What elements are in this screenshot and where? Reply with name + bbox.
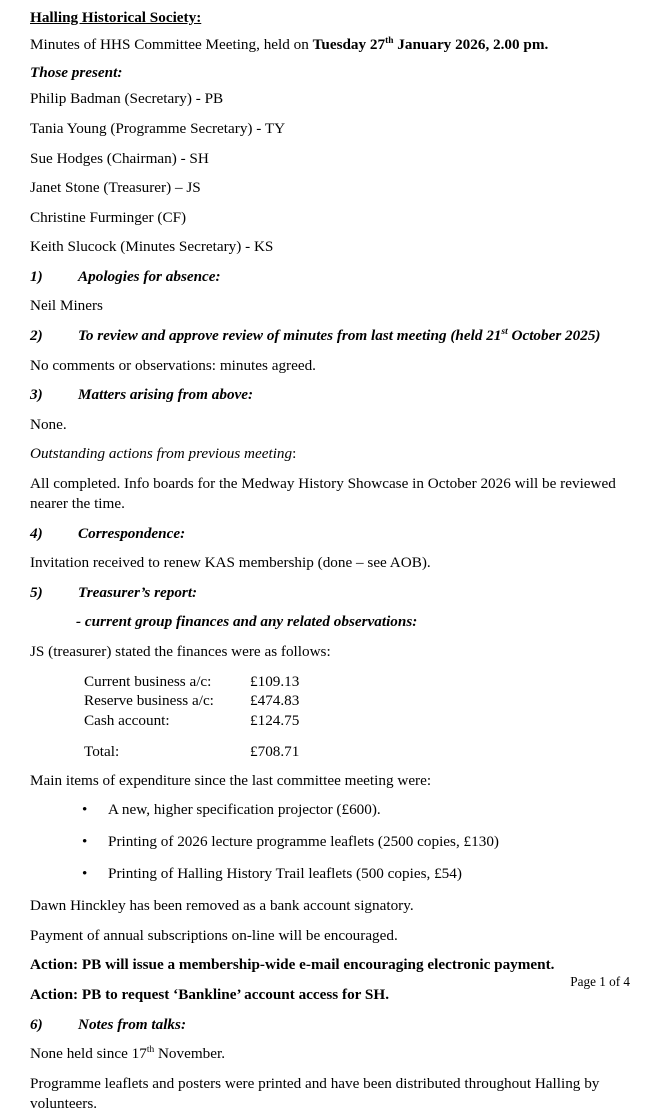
table-row	[30, 691, 370, 711]
finance-value-reserve-business: £474.83	[250, 692, 300, 710]
section-5-subheading: - current group finances and any related observations:	[76, 613, 418, 631]
section-3-heading	[30, 385, 630, 405]
expenditure-item-lecture-leaflets: Printing of 2026 lecture programme leaflets (2500 copies, £130)	[108, 833, 499, 851]
section-2-title-part2: October 2025)	[507, 326, 601, 344]
table-row	[30, 711, 370, 731]
finances-intro: JS (treasurer) stated the finances were as follows:	[30, 642, 331, 660]
section-2-title-part1: To review and approve review of minutes from last meeting (held 21	[78, 326, 502, 344]
attendee-tania-young: Tania Young (Programme Secretary) - TY	[30, 120, 286, 138]
outstanding-actions-label-colon: :	[292, 445, 297, 463]
page-footer: Page 1 of 4	[570, 974, 630, 989]
outstanding-actions-label	[30, 444, 630, 464]
section-6-body	[30, 1044, 630, 1064]
finance-label-total: Total:	[84, 742, 120, 760]
section-2-body: No comments or observations: minutes agreed.	[30, 356, 316, 374]
section-4-number: 4)	[30, 524, 43, 542]
finance-label-current-business: Current business a/c:	[84, 672, 212, 690]
section-2-ordinal-suffix: st	[501, 326, 508, 337]
section-3-number: 3)	[30, 386, 43, 404]
document-title: Halling Historical Society:	[30, 9, 202, 26]
meeting-date-bold	[313, 36, 549, 53]
finance-value-cash-account: £124.75	[250, 712, 300, 730]
document-body	[30, 10, 630, 1114]
section-4-title: Correspondence:	[78, 524, 186, 542]
meeting-date-ordinal-suffix: th	[385, 36, 394, 47]
bullet-icon: •	[82, 833, 88, 851]
list-item	[30, 800, 630, 820]
note-bank-signatory: Dawn Hinckley has been removed as a bank account signatory.	[30, 897, 414, 915]
section-4-heading	[30, 524, 630, 544]
section-2-number: 2)	[30, 326, 43, 344]
section-6-body-secondary: Programme leaflets and posters were printed and have been distributed throughout Halling by volunteers.	[30, 1074, 600, 1112]
section-1-body: Neil Miners	[30, 297, 103, 315]
section-2-heading	[30, 326, 630, 346]
list-item	[30, 864, 630, 884]
meeting-intro-line	[30, 35, 630, 55]
finance-label-cash-account: Cash account:	[84, 712, 170, 730]
section-4-body: Invitation received to renew KAS membership (done – see AOB).	[30, 554, 431, 572]
meeting-date-part1: Tuesday 27	[312, 36, 386, 54]
finance-value-current-business: £109.13	[250, 672, 300, 690]
section-6-number: 6)	[30, 1015, 43, 1033]
section-6-body-part1: None held since 17	[30, 1045, 147, 1063]
finance-label-reserve-business: Reserve business a/c:	[84, 692, 214, 710]
section-6-title: Notes from talks:	[78, 1015, 186, 1033]
table-row-total	[30, 731, 370, 762]
section-1-number: 1)	[30, 267, 43, 285]
action-item-1: Action: PB will issue a membership-wide e-mail encouraging electronic payment.	[30, 956, 555, 974]
those-present-label: Those present:	[30, 63, 123, 81]
section-3-body: None.	[30, 415, 67, 433]
expenditure-list	[30, 800, 630, 884]
section-1-title: Apologies for absence:	[78, 267, 221, 285]
action-item-2: Action: PB to request ‘Bankline’ account access for SH.	[30, 985, 389, 1003]
list-item	[30, 832, 630, 852]
section-5-number: 5)	[30, 583, 43, 601]
outstanding-actions-body: All completed. Info boards for the Medway History Showcase in October 2026 will be reviewed nearer the time.	[30, 474, 616, 512]
section-6-body-part2: November.	[154, 1045, 226, 1063]
attendee-christine-furminger: Christine Furminger (CF)	[30, 208, 187, 226]
attendee-philip-badman: Philip Badman (Secretary) - PB	[30, 90, 224, 108]
section-5-heading	[30, 583, 630, 603]
section-5-title: Treasurer’s report:	[78, 583, 198, 601]
expenditure-item-projector: A new, higher specification projector (£600).	[108, 801, 381, 819]
finance-value-total: £708.71	[250, 742, 300, 760]
attendee-janet-stone: Janet Stone (Treasurer) – JS	[30, 179, 201, 197]
section-6-heading	[30, 1015, 630, 1035]
expenditure-item-trail-leaflets: Printing of Halling History Trail leaflets (500 copies, £54)	[108, 865, 462, 883]
expenditure-intro: Main items of expenditure since the last committee meeting were:	[30, 771, 432, 789]
meeting-date-part2: January 2026, 2.00 pm.	[393, 36, 549, 54]
section-6-ordinal-suffix: th	[146, 1045, 155, 1056]
bullet-icon: •	[82, 801, 88, 819]
attendee-keith-slucock: Keith Slucock (Minutes Secretary) - KS	[30, 238, 274, 256]
finances-table	[30, 672, 370, 762]
meeting-intro-prefix: Minutes of HHS Committee Meeting, held on	[30, 36, 313, 54]
note-online-payment: Payment of annual subscriptions on-line will be encouraged.	[30, 926, 398, 944]
section-1-heading	[30, 267, 630, 287]
section-3-title: Matters arising from above:	[78, 386, 254, 404]
bullet-icon: •	[82, 865, 88, 883]
attendee-sue-hodges: Sue Hodges (Chairman) - SH	[30, 149, 209, 167]
outstanding-actions-label-text: Outstanding actions from previous meeting	[30, 445, 293, 463]
table-row	[30, 672, 370, 692]
